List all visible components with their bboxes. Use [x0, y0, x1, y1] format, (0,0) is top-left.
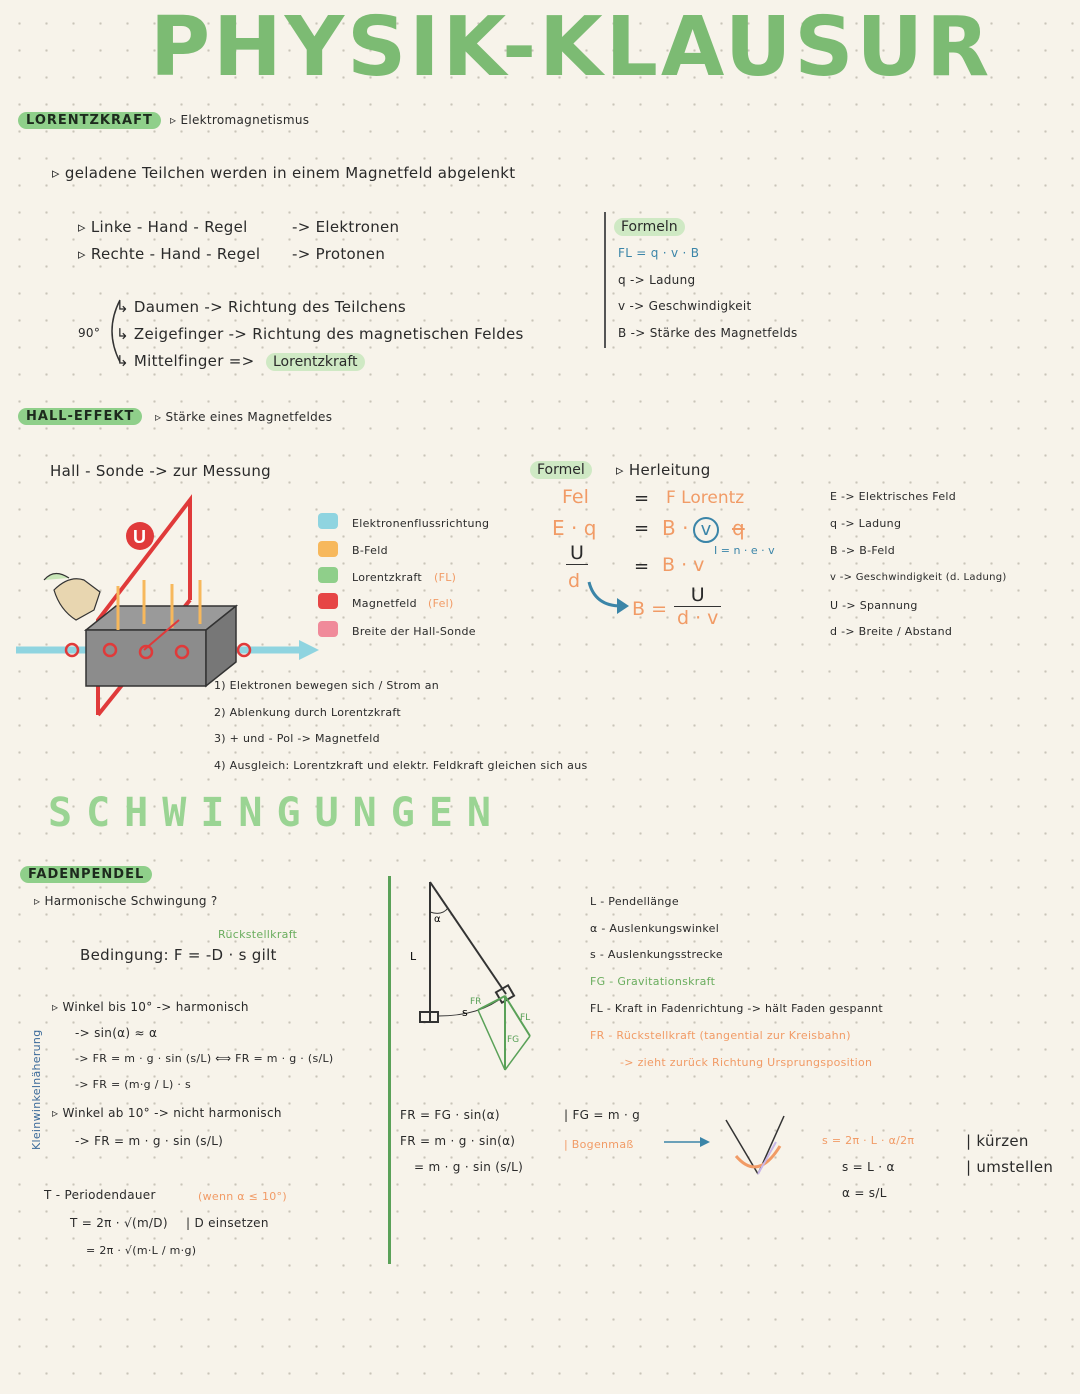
legend-swatch-3 — [318, 567, 338, 583]
formeln-tag: Formeln — [614, 218, 685, 236]
pendulum-fg: FG — [507, 1035, 520, 1045]
fr-formula-3: = m · g · sin (s/L) — [414, 1160, 524, 1174]
section-tag-fadenpendel: FADENPENDEL — [20, 866, 152, 883]
hall-step-2: 2) Ablenkung durch Lorentzkraft — [214, 706, 401, 719]
legend-swatch-4 — [318, 593, 338, 609]
u-label: U — [133, 527, 146, 547]
eq-row2-v: v — [693, 517, 719, 543]
hall-sonde: Hall - Sonde -> zur Messung — [50, 462, 271, 480]
s-eq-2: s = L · α — [842, 1160, 895, 1174]
fadenpendel-divider — [388, 876, 391, 1264]
period-note-einsetzen: | D einsetzen — [186, 1216, 269, 1230]
legend-label-5: Breite der Hall-Sonde — [352, 625, 476, 638]
def-b: B -> Stärke des Magnetfelds — [618, 326, 798, 340]
b-num: U — [674, 584, 721, 607]
finger-thumb: ↳ Daumen -> Richtung des Teilchens — [116, 298, 406, 316]
period-note: (wenn α ≤ 10°) — [198, 1190, 287, 1203]
side-note-kleinwinkel: Kleinwinkelnäherung — [30, 1029, 43, 1150]
hall-step-1: 1) Elektronen bewegen sich / Strom an — [214, 679, 440, 692]
eq-sign-3: = — [634, 556, 650, 577]
formel-tag: Formel — [530, 461, 592, 479]
hall-diagram — [14, 480, 344, 730]
def-v: v -> Geschwindigkeit — [618, 299, 752, 313]
fg-eq: | FG = m · g — [564, 1108, 641, 1122]
eq-row2-q: q — [732, 516, 745, 540]
fr-nonlinear: -> FR = m · g · sin (s/L) — [75, 1134, 224, 1148]
faden-def-s: s - Auslenkungsstrecke — [590, 948, 723, 961]
hall-def-e: E -> Elektrisches Feld — [830, 490, 957, 503]
arc-sketch-icon — [724, 1112, 804, 1182]
eq-u: U — [566, 542, 588, 565]
period-label: T - Periodendauer — [44, 1188, 156, 1202]
f-lorentz-label: F Lorentz — [666, 488, 745, 508]
page-title: PHYSIK-KLAUSUR — [150, 0, 993, 95]
formula-divider — [604, 212, 606, 348]
faden-def-fg: FG - Gravitationskraft — [590, 975, 716, 988]
eq-row2-b: B · — [662, 516, 689, 540]
legend-swatch-5 — [318, 621, 338, 637]
faden-def-fl: FL - Kraft in Fadenrichtung -> hält Faden gespannt — [590, 1002, 884, 1015]
fel-label: Fel — [562, 486, 589, 508]
rule-left-hand-result: -> Elektronen — [292, 218, 400, 236]
fr-formula-2: FR = m · g · sin(α) — [400, 1134, 516, 1148]
legend-label-1: Elektronenflussrichtung — [352, 517, 490, 530]
eq-row3: B · v — [662, 554, 705, 576]
s-eq-1: s = 2π · L · α/2π — [822, 1134, 915, 1147]
hall-step-4: 4) Ausgleich: Lorentzkraft und elektr. Feldkraft gleichen sich aus — [214, 759, 588, 772]
pendulum-s: s — [462, 1006, 468, 1019]
finger-index: ↳ Zeigefinger -> Richtung des magnetischen Feldes — [116, 325, 524, 343]
fr-derivation: -> FR = m · g · sin (s/L) ⟺ FR = m · g · (s/L) — [75, 1052, 334, 1065]
sin-approx: -> sin(α) ≈ α — [75, 1026, 158, 1040]
b-den: d · v — [677, 607, 719, 629]
b-eq: B = — [632, 598, 667, 620]
eq-sign-2: = — [634, 518, 650, 539]
legend-swatch-2 — [318, 541, 338, 557]
eq-sign-1: = — [634, 488, 650, 509]
legend-sub-4: (Fel) — [428, 597, 454, 610]
hall-def-q: q -> Ladung — [830, 517, 902, 530]
legend-label-3: Lorentzkraft — [352, 571, 422, 584]
legend-label-2: B-Feld — [352, 544, 388, 557]
hall-topic: ▹ Stärke eines Magnetfeldes — [155, 410, 333, 424]
rueckstellkraft-label: Rückstellkraft — [218, 928, 298, 941]
arrow-right-icon — [664, 1136, 710, 1148]
hall-def-u: U -> Spannung — [830, 599, 918, 612]
pendulum-fr: FR — [470, 997, 482, 1007]
def-q: q -> Ladung — [618, 273, 696, 287]
legend-sub-3: (FL) — [434, 571, 457, 584]
section-tag-hall-effekt: HALL-EFFEKT — [18, 408, 142, 425]
b-fraction — [674, 584, 721, 629]
section-tag-lorentzkraft: LORENTZKRAFT — [18, 112, 161, 129]
kuerzen-label: | kürzen — [966, 1132, 1029, 1150]
herleitung-label: ▹ Herleitung — [616, 461, 711, 479]
lorentz-intro: ▹ geladene Teilchen werden in einem Magnetfeld abgelenkt — [52, 164, 516, 182]
curved-arrow-icon — [585, 576, 635, 616]
faden-def-fr: FR - Rückstellkraft (tangential zur Kreisbahn) — [590, 1029, 851, 1042]
rule-right-hand: ▹ Rechte - Hand - Regel — [78, 245, 261, 263]
angle-90: 90° — [78, 326, 101, 340]
faden-def-alpha: α - Auslenkungswinkel — [590, 922, 720, 935]
hall-def-v: v -> Geschwindigkeit (d. Ladung) — [830, 572, 1007, 583]
legend-swatch-1 — [318, 513, 338, 529]
lorentz-topic: ▹ Elektromagnetismus — [170, 113, 310, 127]
umstellen-label: | umstellen — [966, 1158, 1054, 1176]
pendulum-fl: FL — [520, 1013, 531, 1023]
lorentz-formula: FL = q · v · B — [618, 246, 700, 260]
faden-def-fr-note: -> zieht zurück Richtung Ursprungsposition — [620, 1056, 873, 1069]
winkel-ab-10: ▹ Winkel ab 10° -> nicht harmonisch — [52, 1106, 282, 1120]
section-title-schwingungen: SCHWINGUNGEN — [48, 790, 505, 836]
legend-label-4: Magnetfeld — [352, 597, 417, 610]
faden-def-l: L - Pendellänge — [590, 895, 679, 908]
pendulum-l: L — [410, 950, 417, 963]
pendulum-diagram — [410, 876, 550, 1086]
fr-linear: -> FR = (m·g / L) · s — [75, 1078, 191, 1091]
hall-step-3: 3) + und - Pol -> Magnetfeld — [214, 732, 380, 745]
harmonic-question: ▹ Harmonische Schwingung ? — [34, 894, 218, 908]
condition: Bedingung: F = -D · s gilt — [80, 946, 277, 964]
period-formula-2: = 2π · √(m·L / m·g) — [86, 1244, 197, 1257]
eq-d: d — [568, 570, 581, 592]
s-eq-3: α = s/L — [842, 1186, 887, 1200]
hall-def-b: B -> B-Feld — [830, 544, 896, 557]
finger-middle: ↳ Mittelfinger => — [116, 352, 255, 370]
eq-lhs: E · q — [552, 516, 597, 540]
finger-middle-result: Lorentzkraft — [266, 353, 365, 371]
current-note: I = n · e · v — [714, 544, 775, 557]
bogenmass-label: | Bogenmaß — [564, 1138, 634, 1151]
rule-left-hand: ▹ Linke - Hand - Regel — [78, 218, 248, 236]
period-formula-1: T = 2π · √(m/D) — [70, 1216, 168, 1230]
pendulum-alpha: α — [434, 914, 441, 925]
rule-right-hand-result: -> Protonen — [292, 245, 386, 263]
winkel-bis-10: ▹ Winkel bis 10° -> harmonisch — [52, 1000, 249, 1014]
fr-formula-1: FR = FG · sin(α) — [400, 1108, 500, 1122]
hall-def-d: d -> Breite / Abstand — [830, 625, 953, 638]
